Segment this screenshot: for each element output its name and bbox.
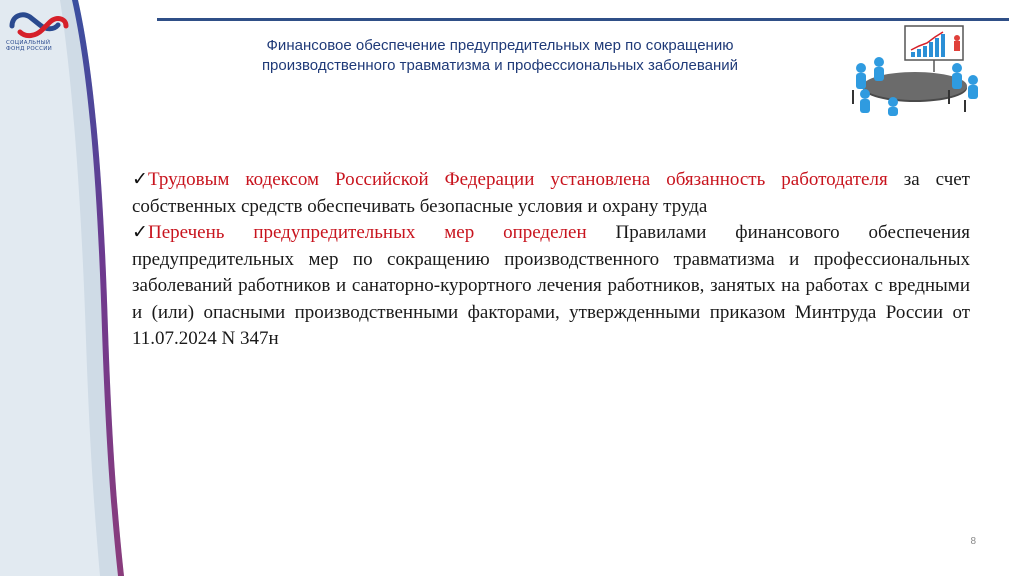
business-meeting-icon	[835, 24, 985, 116]
checkmark-icon: ✓	[132, 169, 148, 190]
title-line-1: Финансовое обеспечение предупредительных мер по сокращению	[266, 37, 734, 54]
bullet-item-2	[132, 220, 970, 353]
logo-line-2: ФОНД РОССИИ	[6, 46, 53, 52]
checkmark-icon: ✓	[132, 222, 148, 243]
sfr-logo-icon	[6, 8, 72, 42]
bullet-1-highlight: Трудовым кодексом Российской Федерации установлена обязанность работодателя	[148, 169, 888, 190]
page-title	[190, 36, 810, 76]
left-decorative-band	[0, 0, 130, 576]
title-line-2: производственного травматизма и профессиональных заболеваний	[261, 57, 739, 74]
bullet-item-1	[132, 167, 970, 220]
logo-caption	[6, 40, 72, 52]
bullet-1-text: за счет собственных средств обеспечивать безопасные условия и охрану труда	[132, 169, 970, 217]
bullet-2-highlight: Перечень предупредительных мер определен	[148, 222, 587, 243]
header-divider	[157, 18, 1009, 21]
page-number: 8	[970, 536, 976, 547]
main-content	[132, 167, 970, 353]
logo-line-1: СОЦИАЛЬНЫЙ	[6, 40, 51, 46]
bullet-2-text: Правилами финансового обеспечения предупредительных мер по сокращению производственного травматизма и профессиональных заболеваний работников и санаторно-курортного лечения работников, занятых на работах с вредными и (или) опасными производственными факторами, утвержденными приказом Минтруда России от 11.07.2024 N 347н	[132, 222, 970, 349]
